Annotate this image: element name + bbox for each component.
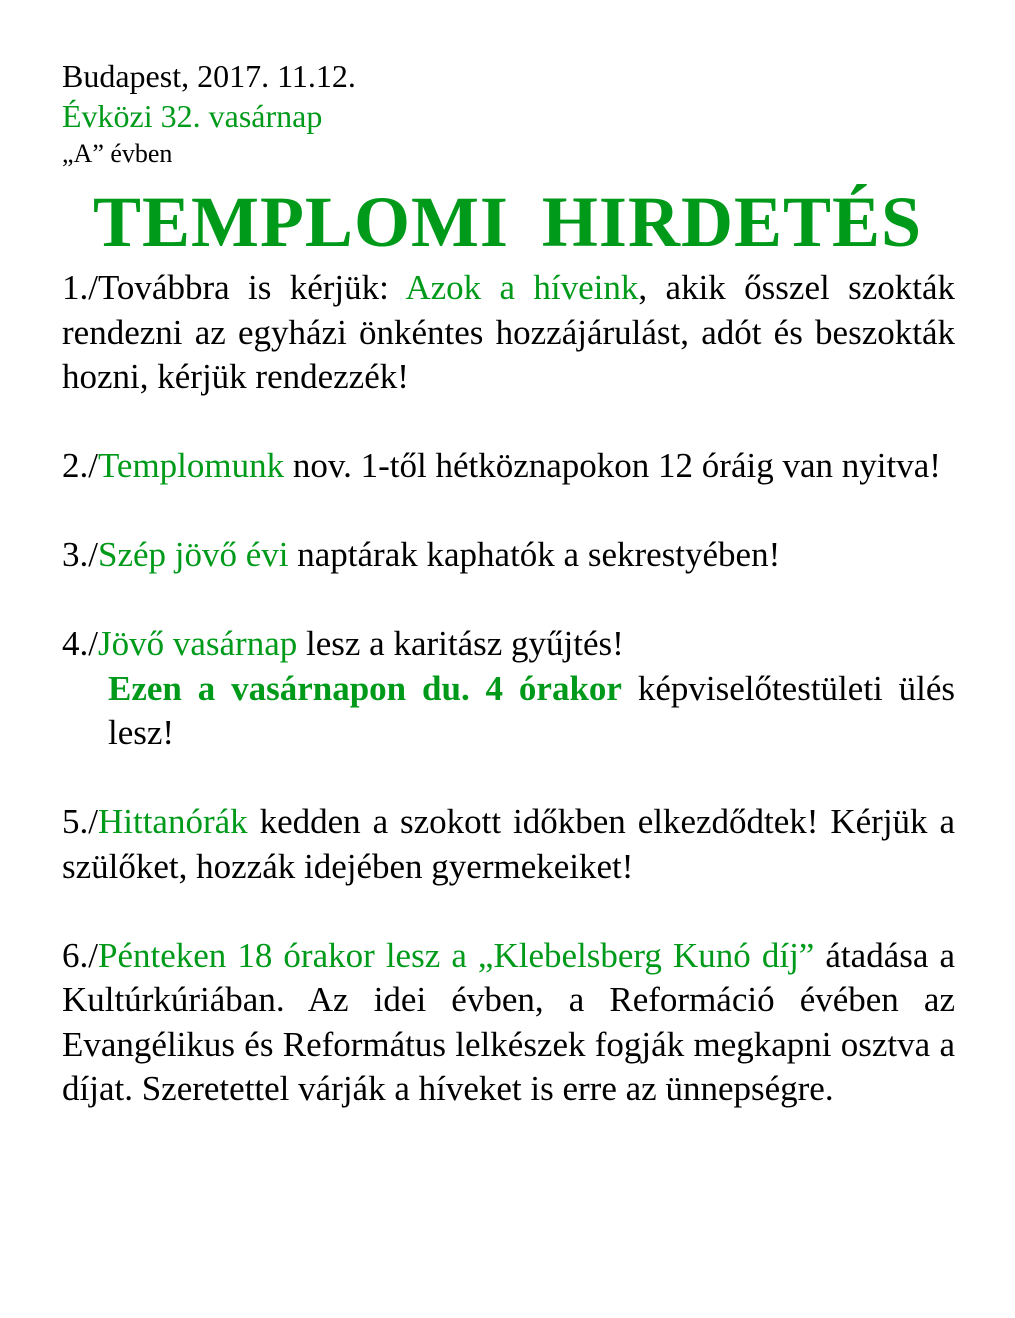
item-number: 4./	[62, 624, 98, 663]
item-text: átadása a Kultúrkúriában. Az idei évben, a Reformáció évében az Evangélikus és Református lelkészek fogják megkapni osztva a díjat. Szeretettel várják a híveket is erre az ünnepségre.	[62, 935, 955, 1108]
item-highlight: Templomunk	[97, 446, 285, 485]
item-text: kedden a szokott időkben elkezdődtek! Kérjük a szülőket, hozzák idejében gyermekeiket!	[62, 802, 955, 886]
announcement-list	[62, 266, 955, 1156]
date-line: Budapest, 2017. 11.12.	[62, 58, 356, 94]
item-highlight: Jövő vasárnap	[97, 624, 298, 663]
announcement-5	[62, 800, 955, 889]
page-title: TEMPLOMI HIRDETÉS	[92, 182, 923, 262]
item-sub-highlight: Ezen a vasárnapon du. 4 órakor	[108, 668, 622, 708]
item-highlight: Azok a híveink	[405, 268, 639, 307]
item-number: 3./	[62, 535, 98, 574]
item-number: 2./	[62, 446, 98, 485]
item-text: naptárak kaphatók a sekrestyében!	[288, 535, 781, 574]
announcement-2	[62, 444, 955, 489]
announcement-1	[62, 266, 955, 400]
item-number: 6./	[62, 935, 98, 975]
item-highlight: Szép jövő évi	[97, 535, 289, 574]
item-intro: Továbbra is kérjük:	[97, 268, 406, 307]
liturgical-sunday: Évközi 32. vasárnap	[62, 98, 323, 134]
item-highlight: Hittanórák	[97, 802, 248, 841]
item-number: 5./	[62, 802, 98, 841]
announcement-6	[62, 934, 955, 1112]
item-text: nov. 1-től hétköznapokon 12 óráig van nyitva!	[284, 446, 941, 485]
announcement-4	[62, 622, 955, 667]
liturgical-year: „A” évben	[62, 139, 173, 168]
item-text: lesz a karitász gyűjtés!	[297, 624, 624, 663]
item-number: 1./	[62, 268, 98, 307]
item-highlight: Pénteken 18 órakor lesz a „Klebelsberg Kunó díj”	[97, 935, 815, 975]
item-text: , akik ősszel szokták rendezni az egyházi önkéntes hozzájárulást, adót és beszokták hozni, kérjük rendezzék!	[62, 268, 955, 396]
item-sub-text: képviselőtestületi ülés lesz!	[108, 668, 955, 752]
announcement-4-followup	[62, 667, 955, 756]
announcement-3	[62, 533, 955, 578]
header	[62, 54, 356, 174]
